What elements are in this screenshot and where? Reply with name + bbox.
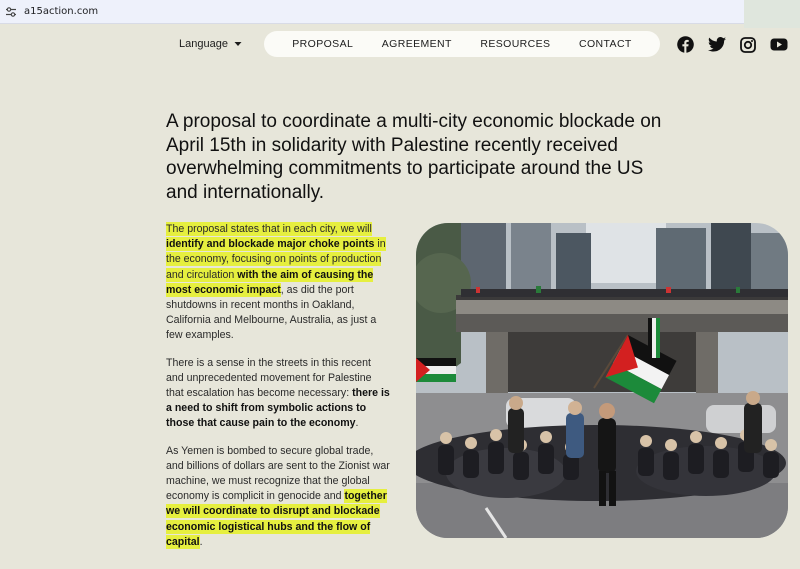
nav-proposal[interactable]: PROPOSAL <box>292 38 354 50</box>
twitter-icon[interactable] <box>707 35 726 54</box>
highlighted-text: The proposal states that in each city, we will <box>166 223 372 235</box>
paragraph-text: There is a sense in the streets in this recent and unprecedented movement for Palestine that escalation has become necessary: <box>166 356 372 400</box>
social-links <box>676 35 788 54</box>
nav-agreement[interactable]: AGREEMENT <box>381 38 452 50</box>
bold-highlight: identify and blockade major choke points <box>166 238 375 251</box>
highlighted-text: in the economy, focusing on points of production and circulation <box>166 238 386 281</box>
paragraph-text: , as did the port shutdowns in recent months in Oakland, California and Melbourne, Australia, as just a few examples. <box>166 283 377 342</box>
caret-down-icon <box>234 38 242 50</box>
article-body <box>166 222 391 562</box>
paragraph-text: As Yemen is bombed to secure global trade, and billions of dollars are sent to the Zionist war machine, we must recognize that the global economy is complicit in genocide and <box>166 444 390 503</box>
nav-contact[interactable]: CONTACT <box>578 38 632 50</box>
instagram-icon[interactable] <box>738 35 757 54</box>
paragraph-1 <box>166 222 391 344</box>
bold-text: there is a need to shift from symbolic actions to those that cause pain to the economy <box>166 387 390 430</box>
youtube-icon[interactable] <box>769 35 788 54</box>
bold-highlight: together we will coordinate to disrupt and blockade economic logistical hubs and the flow of capital <box>166 490 387 548</box>
nav-resources[interactable]: RESOURCES <box>480 38 551 50</box>
protest-photo <box>416 223 788 538</box>
facebook-icon[interactable] <box>676 35 695 54</box>
language-label: Language <box>179 38 228 50</box>
paragraph-text: . <box>355 417 359 430</box>
language-selector[interactable] <box>179 36 242 52</box>
paragraph-text: . <box>199 535 203 548</box>
tune-icon[interactable] <box>4 5 18 19</box>
bold-highlight: with the aim of causing the most economic impact <box>166 268 374 296</box>
browser-address-bar[interactable] <box>0 0 800 24</box>
main-nav <box>264 31 660 57</box>
paragraph-2 <box>166 356 391 432</box>
page-headline: A proposal to coordinate a multi-city economic blockade on April 15th in solidarity with Palestine recently received overwhelming commitments to participate around the US and internationally. <box>166 111 662 203</box>
paragraph-3 <box>166 444 391 550</box>
url-text[interactable]: a15action.com <box>24 6 99 17</box>
browser-corner <box>744 0 800 28</box>
